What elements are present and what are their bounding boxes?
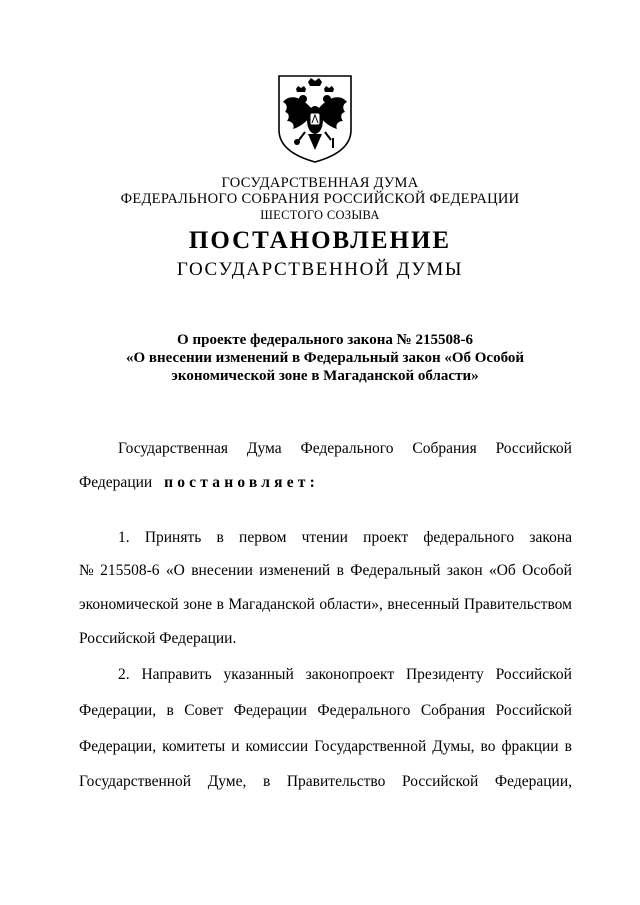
word: экономической [79, 596, 179, 613]
word: в [166, 702, 174, 719]
word: «Об [488, 562, 516, 579]
word: Направить [141, 666, 212, 683]
paragraph-line [79, 701, 572, 721]
paragraph-line [79, 737, 572, 757]
word: 1. [118, 529, 130, 546]
coat-of-arms-icon [275, 72, 355, 164]
word: Российской [495, 702, 572, 719]
word: Магаданской [228, 596, 315, 613]
word: зоне [183, 596, 213, 613]
word: Федерации, [79, 738, 157, 755]
word: внесении [191, 562, 253, 579]
word: Правительство [286, 773, 386, 790]
word: 215508-6 [100, 562, 160, 579]
paragraph-line [79, 772, 572, 792]
word: указанный [223, 666, 294, 683]
word: Особой [522, 562, 572, 579]
word: Российской [495, 440, 572, 457]
word: во [480, 738, 496, 755]
word: в [336, 562, 344, 579]
word: в [564, 738, 572, 755]
word: Государственной [79, 773, 192, 790]
word: Федерации, [79, 702, 157, 719]
word: Думе, [207, 773, 247, 790]
word: закона [529, 529, 572, 546]
word: комиссии [245, 738, 309, 755]
word: Дума [246, 440, 282, 457]
word: Правительством [463, 596, 572, 613]
word: Российской [495, 666, 572, 683]
word: закон [446, 562, 483, 579]
word: № [79, 562, 94, 579]
resolution-verb: постановляет: [164, 474, 319, 491]
word: Собрания [420, 702, 486, 719]
preamble-text: Федерации [79, 474, 153, 491]
document-issuer: ГОСУДАРСТВЕННОЙ ДУМЫ [176, 259, 464, 280]
paragraph-line [79, 595, 572, 615]
word: и [231, 738, 240, 755]
organization-name: ГОСУДАРСТВЕННАЯ ДУМА [221, 175, 419, 191]
word: Принять [144, 529, 202, 546]
paragraph-line [79, 561, 572, 581]
word: области», [319, 596, 383, 613]
word: 2. [118, 666, 130, 683]
word: первом [239, 529, 287, 546]
word: в [216, 596, 224, 613]
paragraph-line [118, 528, 572, 548]
word: законопроект [305, 666, 395, 683]
word: фракции [501, 738, 559, 755]
word: Федерального [317, 702, 411, 719]
word: комитеты [162, 738, 226, 755]
word: внесенный [387, 596, 460, 613]
subject-line: «О внесении изменений в Федеральный закон «Об Особой [125, 350, 525, 366]
word: Федерального [300, 440, 394, 457]
word: Российской [401, 773, 479, 790]
word: в [262, 773, 271, 790]
word: «О [165, 562, 185, 579]
word: федерального [423, 529, 515, 546]
word: проект [363, 529, 409, 546]
word: Государственная [118, 440, 229, 457]
word: Федеральный [350, 562, 441, 579]
word: в [216, 529, 224, 546]
word: чтении [301, 529, 348, 546]
word: Собрания [412, 440, 477, 457]
preamble-line [79, 473, 572, 493]
word: Федерации, [494, 773, 572, 790]
document-type-title: ПОСТАНОВЛЕНИЕ [188, 227, 452, 254]
word: Государственной [314, 738, 427, 755]
word: Президенту [405, 666, 484, 683]
word: Совет [184, 702, 224, 719]
word: Федерации [233, 702, 307, 719]
word: изменений [259, 562, 331, 579]
preamble-line [118, 439, 572, 459]
subject-line: экономической зоне в Магаданской области» [171, 368, 479, 384]
document-subject [80, 331, 570, 385]
organization-full-name: ФЕДЕРАЛЬНОГО СОБРАНИЯ РОССИЙСКОЙ ФЕДЕРАЦИИ [120, 191, 520, 207]
subject-line: О проекте федерального закона № 215508-6 [177, 332, 473, 348]
paragraph-line [118, 665, 572, 685]
word: Думы, [432, 738, 475, 755]
convocation: ШЕСТОГО СОЗЫВА [260, 208, 380, 222]
paragraph-line: Российской Федерации. [79, 630, 237, 647]
